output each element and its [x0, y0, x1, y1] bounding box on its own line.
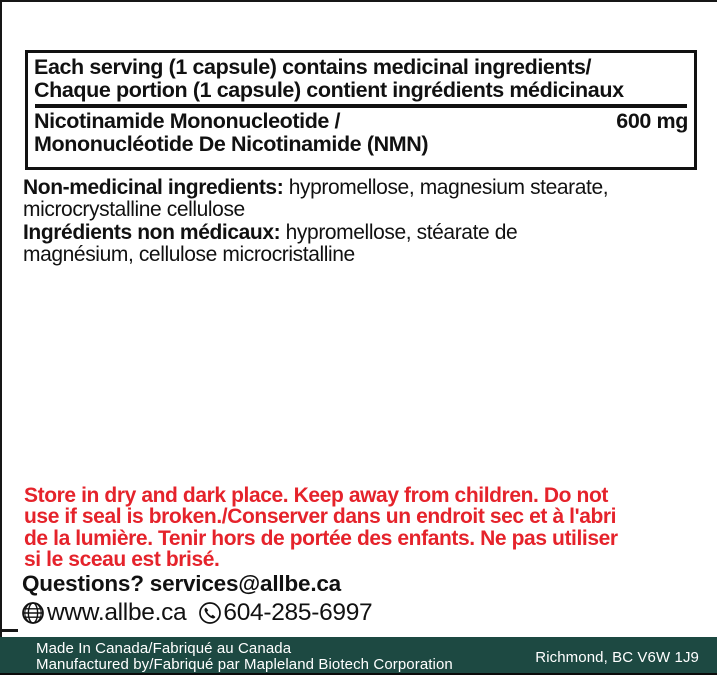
non-medicinal-en-line1: Non-medicinal ingredients: hypromellose, magnesium stearate,	[23, 176, 609, 199]
non-medicinal-en-line2: microcrystalline cellulose	[23, 198, 245, 222]
non-medicinal-fr-line1: Ingrédients non médicaux: hypromellose, stéarate de	[23, 220, 518, 244]
contact-line	[21, 599, 372, 627]
ingredient-name-fr: Mononucléotide De Nicotinamide (NMN)	[34, 131, 429, 156]
box-divider-rule	[35, 104, 687, 108]
footer-left-block	[36, 641, 453, 673]
ingredient-name-en: Nicotinamide Mononucleotide /	[34, 109, 341, 133]
manufactured-by-text: Manufactured by/Fabriqué par Mapleland Biotech Corporation	[36, 656, 453, 673]
non-medicinal-fr-label: Ingrédients non médicaux:	[23, 220, 281, 244]
storage-warning-line2: use if seal is broken./Conserver dans un endroit sec et à l'abri	[24, 505, 617, 529]
website-text: www.allbe.ca	[47, 599, 187, 626]
phone-icon	[198, 601, 222, 625]
medicinal-header-fr: Chaque portion (1 capsule) contient ingrédients médicinaux	[34, 77, 624, 102]
non-medicinal-en-label: Non-medicinal ingredients:	[23, 176, 284, 199]
ingredient-row	[34, 110, 688, 155]
globe-icon	[21, 601, 45, 625]
made-in-text: Made In Canada/Fabriqué au Canada	[36, 640, 292, 657]
phone-number-text: 604-285-6997	[223, 599, 373, 626]
ingredient-name	[34, 110, 428, 155]
storage-warning	[24, 485, 710, 571]
storage-warning-line3: de la lumière. Tenir hors de portée des enfants. Ne pas utiliser	[24, 526, 618, 550]
address-text: Richmond, BC V6W 1J9	[535, 649, 699, 666]
storage-warning-line1: Store in dry and dark place. Keep away from children. Do not	[24, 484, 608, 507]
non-medicinal-section	[23, 177, 709, 267]
label-edge-left	[0, 0, 2, 637]
medicinal-header-en: Each serving (1 capsule) contains medicinal ingredients/	[34, 55, 592, 79]
questions-email-line: Questions? services@allbe.ca	[22, 571, 341, 596]
medicinal-ingredients-box	[25, 50, 697, 170]
non-medicinal-fr-line2: magnésium, cellulose microcristalline	[23, 243, 355, 267]
ingredient-amount: 600 mg	[616, 109, 688, 133]
label-edge-top	[0, 0, 717, 2]
medicinal-box-header	[34, 56, 688, 101]
footer-bar	[0, 637, 717, 675]
label-edge-stub	[0, 629, 18, 632]
storage-warning-line4: si le sceau est brisé.	[24, 548, 220, 572]
